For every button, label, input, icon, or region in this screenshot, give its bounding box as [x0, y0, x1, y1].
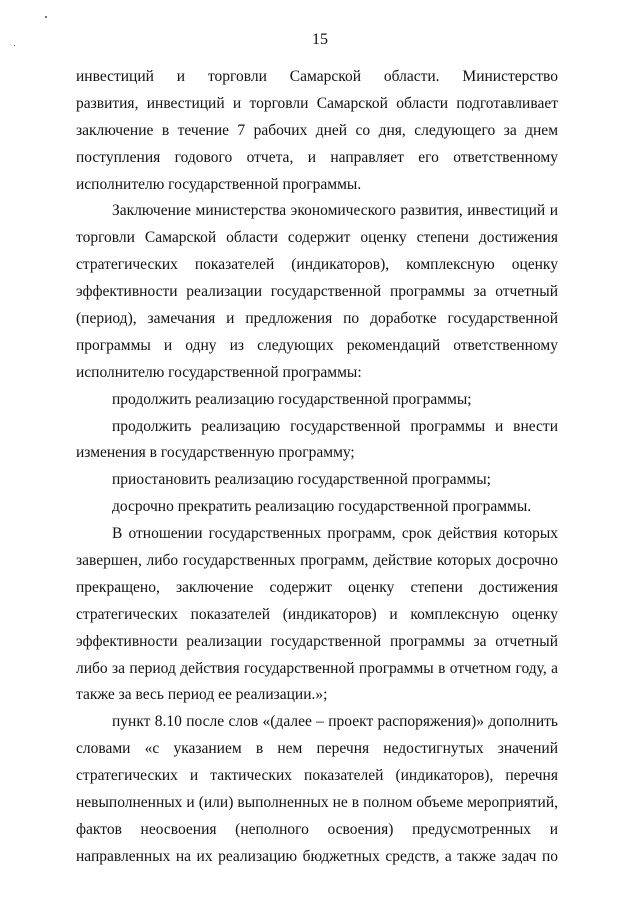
text-line: (период), замечания и предложения по доработке государственной — [76, 310, 558, 328]
text-line: исполнителю государственной программы: — [76, 363, 362, 381]
text-line: приостановить реализацию государственной программы; — [112, 471, 491, 489]
scan-speck — [45, 16, 47, 18]
text-line: словами «с указанием в нем перечня недостигнутых значений — [76, 740, 558, 758]
text-line: продолжить реализацию государственной программы; — [112, 390, 472, 408]
text-line: невыполненных и (или) выполненных не в полном объеме мероприятий, — [76, 794, 558, 812]
text-line: завершен, либо государственных программ, действие которых досрочно — [76, 552, 558, 570]
text-line: досрочно прекратить реализацию государственной программы. — [112, 498, 532, 516]
text-line: стратегических показателей (индикаторов), комплексную оценку — [76, 256, 558, 274]
text-line: программы и одну из следующих рекомендаций ответственному — [76, 336, 558, 354]
text-line: торговли Самарской области содержит оценку степени достижения — [76, 229, 558, 247]
text-line: заключение в течение 7 рабочих дней со дня, следующего за днем — [76, 121, 558, 139]
text-line: эффективности реализации государственной программы за отчетный — [76, 632, 558, 650]
page-number: 15 — [312, 31, 328, 48]
text-line: пункт 8.10 после слов «(далее – проект распоряжения)» дополнить — [112, 713, 558, 731]
text-line: также за весь период ее реализации.»; — [76, 686, 328, 704]
text-line: развития, инвестиций и торговли Самарской области подготавливает — [76, 94, 558, 112]
text-line: эффективности реализации государственной программы за отчетный — [76, 283, 558, 301]
document-body — [76, 64, 558, 871]
text-line: направленных на их реализацию бюджетных средств, а также задач по — [76, 847, 558, 865]
text-line: фактов неосвоения (неполного освоения) предусмотренных и — [76, 820, 558, 838]
text-line: продолжить реализацию государственной программы и внести — [112, 417, 558, 435]
text-line: либо за период действия государственной программы в отчетном году, а — [76, 659, 558, 677]
text-line: стратегических и тактических показателей (индикаторов), перечня — [76, 767, 558, 785]
text-line: изменения в государственную программу; — [76, 444, 355, 462]
text-line: исполнителю государственной программы. — [76, 175, 362, 193]
text-line: инвестиций и торговли Самарской области. Министерство — [76, 68, 558, 85]
text-line: прекращено, заключение содержит оценку степени достижения — [76, 578, 558, 596]
text-line: поступления годового отчета, и направляет его ответственному — [76, 148, 558, 166]
text-line: В отношении государственных программ, срок действия которых — [112, 525, 558, 543]
text-line: Заключение министерства экономического развития, инвестиций и — [112, 202, 558, 220]
text-line: стратегических показателей (индикаторов) и комплексную оценку — [76, 605, 558, 623]
